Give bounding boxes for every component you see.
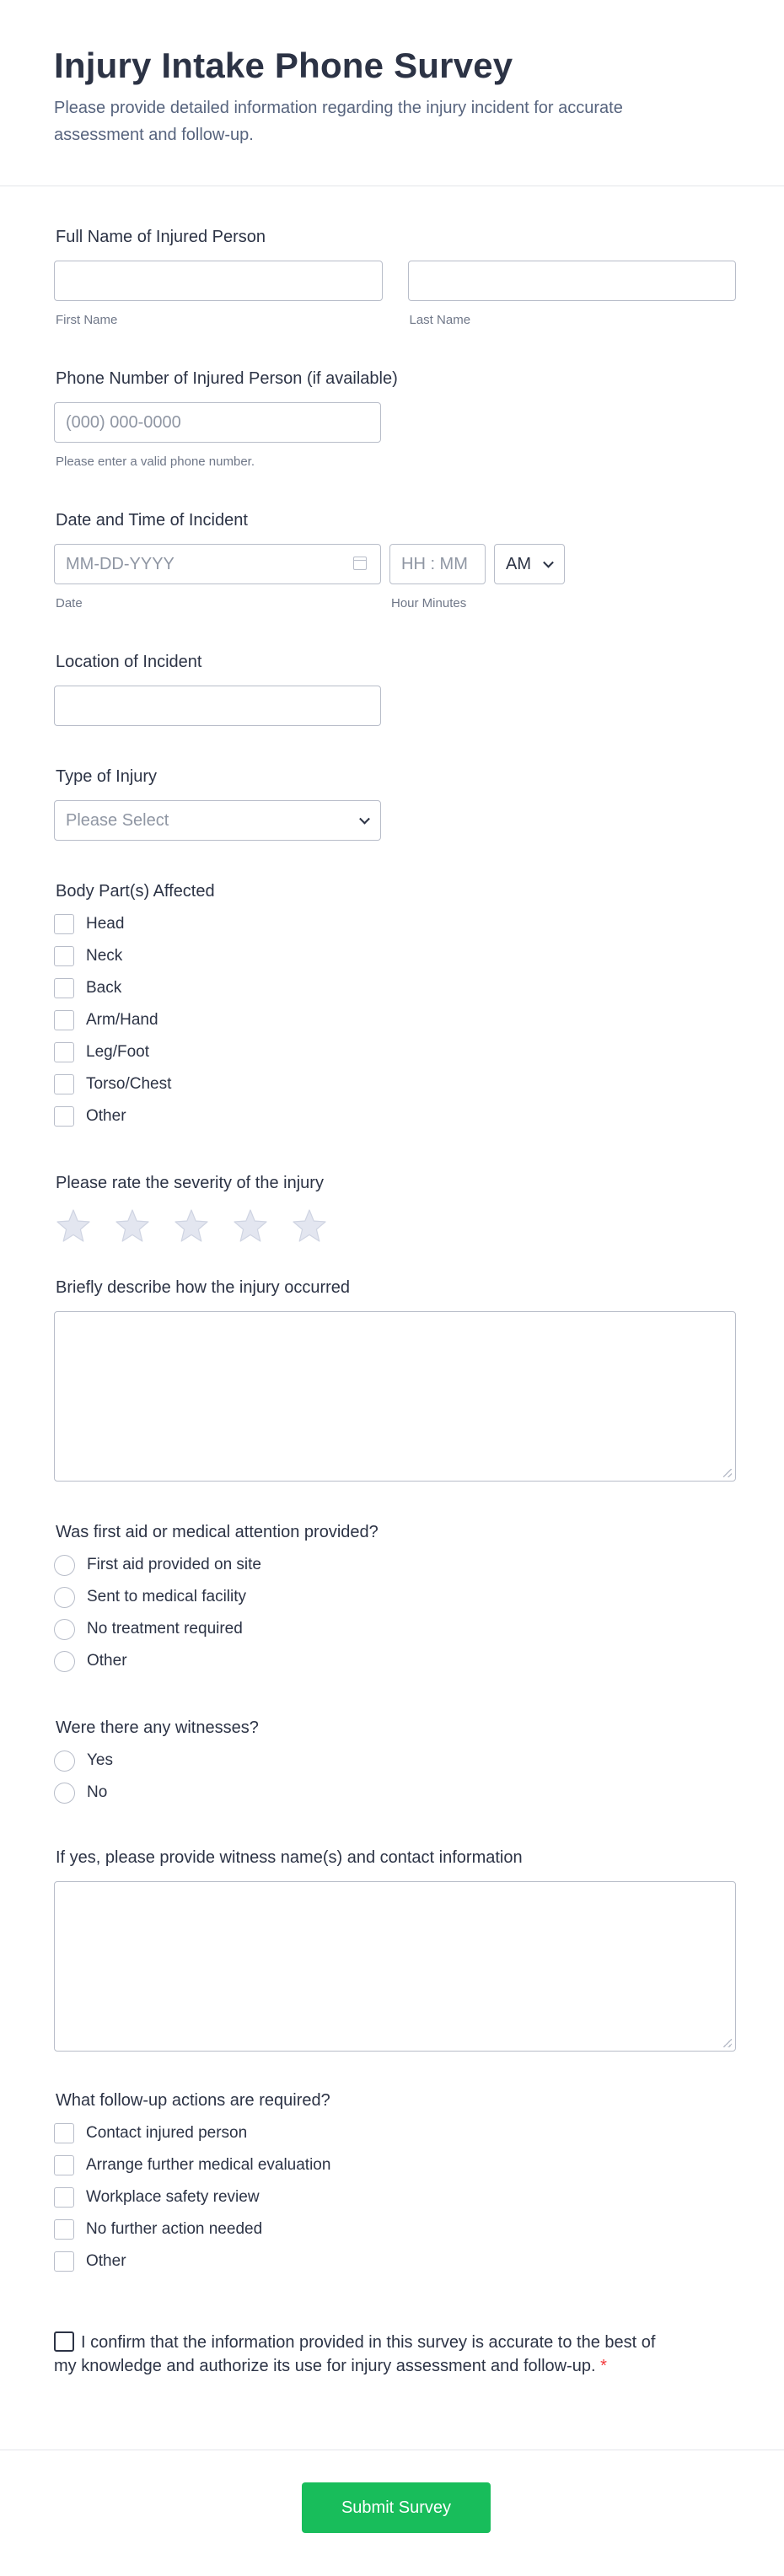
- body-part-option-label: Neck: [86, 947, 123, 965]
- follow-up-label: What follow-up actions are required?: [56, 2091, 330, 2110]
- witness-option-label: No: [87, 1783, 108, 1801]
- severity-field: [54, 1174, 736, 1244]
- checkbox[interactable]: [54, 1106, 74, 1127]
- description-field: [54, 1278, 736, 1482]
- datetime-label: Date and Time of Incident: [56, 511, 248, 530]
- first-aid-label: Was first aid or medical attention provided?: [56, 1523, 379, 1541]
- body-parts-field: [54, 882, 736, 1132]
- time-sublabel: Hour Minutes: [391, 596, 467, 610]
- star-icon[interactable]: [56, 1208, 91, 1244]
- first-name-sublabel: First Name: [56, 313, 118, 327]
- follow-up-option[interactable]: [54, 2117, 736, 2149]
- radio-button[interactable]: [54, 1587, 75, 1608]
- time-input[interactable]: [389, 544, 486, 584]
- witness-info-textarea[interactable]: [54, 1881, 736, 2052]
- radio-button[interactable]: [54, 1651, 75, 1672]
- confirm-field: [54, 2331, 736, 2378]
- radio-button[interactable]: [54, 1783, 75, 1804]
- follow-up-option[interactable]: [54, 2149, 736, 2181]
- first-name-input[interactable]: [54, 261, 383, 301]
- follow-up-option[interactable]: [54, 2181, 736, 2213]
- full-name-label: Full Name of Injured Person: [56, 228, 266, 246]
- body-part-option[interactable]: [54, 908, 736, 940]
- checkbox[interactable]: [54, 946, 74, 966]
- last-name-input[interactable]: [408, 261, 737, 301]
- datetime-field: [54, 511, 736, 610]
- star-rating: [56, 1208, 736, 1244]
- full-name-field: [54, 228, 736, 327]
- injury-type-label: Type of Injury: [56, 767, 158, 786]
- location-input[interactable]: [54, 686, 381, 726]
- follow-up-option[interactable]: [54, 2213, 736, 2245]
- date-input[interactable]: [54, 544, 381, 584]
- confirm-checkbox[interactable]: [54, 2331, 74, 2352]
- follow-up-option-label: Other: [86, 2252, 126, 2270]
- description-textarea[interactable]: [54, 1311, 736, 1482]
- follow-up-option-label: Contact injured person: [86, 2124, 248, 2142]
- body-part-option-label: Arm/Hand: [86, 1011, 158, 1029]
- first-aid-option[interactable]: [54, 1613, 736, 1645]
- form-footer: [0, 2450, 784, 2576]
- star-icon[interactable]: [115, 1208, 150, 1244]
- form-header: [0, 0, 784, 186]
- witnesses-label: Were there any witnesses?: [56, 1718, 259, 1737]
- checkbox[interactable]: [54, 2123, 74, 2143]
- chevron-down-icon: [543, 557, 554, 568]
- body-part-option-label: Torso/Chest: [86, 1075, 172, 1093]
- body-parts-label: Body Part(s) Affected: [56, 882, 215, 901]
- phone-input[interactable]: [54, 402, 381, 443]
- last-name-sublabel: Last Name: [409, 313, 471, 327]
- body-part-option-label: Back: [86, 979, 122, 997]
- body-part-option[interactable]: [54, 972, 736, 1004]
- required-mark: *: [600, 2357, 607, 2375]
- resize-handle-icon[interactable]: [723, 1469, 732, 1477]
- first-aid-option[interactable]: [54, 1581, 736, 1613]
- form-subtitle: Please provide detailed information regarding the injury incident for accurate assessment and follow-up.: [54, 99, 623, 144]
- radio-button[interactable]: [54, 1619, 75, 1640]
- time-placeholder: HH : MM: [401, 554, 468, 573]
- phone-placeholder: (000) 000-0000: [66, 412, 181, 432]
- witness-option-label: Yes: [87, 1751, 113, 1769]
- first-aid-option-label: First aid provided on site: [87, 1556, 261, 1573]
- checkbox[interactable]: [54, 1074, 74, 1094]
- confirm-text: I confirm that the information provided in this survey is accurate to the best of my knowledge and authorize its use for injury assessment and follow-up.: [54, 2333, 656, 2375]
- witness-info-field: [54, 1848, 736, 2052]
- follow-up-field: [54, 2091, 736, 2278]
- confirm-checkbox-row[interactable]: [54, 2331, 661, 2378]
- phone-field: [54, 369, 736, 469]
- checkbox[interactable]: [54, 914, 74, 934]
- radio-button[interactable]: [54, 1555, 75, 1576]
- first-aid-option-label: Other: [87, 1652, 127, 1670]
- body-part-option-label: Leg/Foot: [86, 1043, 149, 1061]
- body-part-option-label: Head: [86, 915, 125, 933]
- witnesses-options: [54, 1745, 736, 1809]
- checkbox[interactable]: [54, 2219, 74, 2240]
- first-aid-option[interactable]: [54, 1549, 736, 1581]
- star-icon[interactable]: [174, 1208, 209, 1244]
- checkbox[interactable]: [54, 1010, 74, 1030]
- phone-sublabel: Please enter a valid phone number.: [56, 454, 255, 469]
- first-aid-option-label: No treatment required: [87, 1620, 243, 1638]
- witness-option[interactable]: [54, 1745, 736, 1777]
- first-aid-option-label: Sent to medical facility: [87, 1588, 247, 1605]
- checkbox[interactable]: [54, 2155, 74, 2175]
- star-icon[interactable]: [292, 1208, 327, 1244]
- ampm-select[interactable]: [494, 544, 565, 584]
- witness-option[interactable]: [54, 1777, 736, 1809]
- ampm-value: AM: [506, 554, 531, 573]
- checkbox[interactable]: [54, 978, 74, 998]
- date-placeholder: MM-DD-YYYY: [66, 554, 175, 573]
- first-aid-options: [54, 1549, 736, 1677]
- form-title: Injury Intake Phone Survey: [54, 46, 513, 85]
- calendar-icon[interactable]: [353, 557, 367, 570]
- body-part-option-label: Other: [86, 1107, 126, 1125]
- chevron-down-icon: [359, 814, 370, 825]
- follow-up-option[interactable]: [54, 2245, 736, 2278]
- star-icon[interactable]: [233, 1208, 268, 1244]
- submit-survey-button[interactable]: Submit Survey: [302, 2482, 491, 2533]
- radio-button[interactable]: [54, 1750, 75, 1772]
- checkbox[interactable]: [54, 2251, 74, 2272]
- injury-type-placeholder: Please Select: [66, 810, 169, 830]
- date-sublabel: Date: [56, 596, 83, 610]
- severity-label: Please rate the severity of the injury: [56, 1174, 324, 1192]
- first-aid-field: [54, 1523, 736, 1677]
- checkbox[interactable]: [54, 2187, 74, 2208]
- body-part-option[interactable]: [54, 1004, 736, 1036]
- description-label: Briefly describe how the injury occurred: [56, 1278, 351, 1297]
- checkbox[interactable]: [54, 1042, 74, 1062]
- body-parts-options: [54, 908, 736, 1132]
- body-part-option[interactable]: [54, 940, 736, 972]
- injury-type-field: [54, 767, 736, 841]
- follow-up-option-label: Arrange further medical evaluation: [86, 2156, 331, 2174]
- phone-label: Phone Number of Injured Person (if available): [56, 369, 398, 388]
- witness-info-label: If yes, please provide witness name(s) and contact information: [56, 1848, 523, 1867]
- location-label: Location of Incident: [56, 653, 202, 671]
- body-part-option[interactable]: [54, 1100, 736, 1132]
- follow-up-option-label: No further action needed: [86, 2220, 263, 2238]
- location-field: [54, 653, 736, 726]
- resize-handle-icon[interactable]: [723, 2039, 732, 2047]
- body-part-option[interactable]: [54, 1036, 736, 1068]
- follow-up-option-label: Workplace safety review: [86, 2188, 260, 2206]
- first-aid-option[interactable]: [54, 1645, 736, 1677]
- follow-up-options: [54, 2117, 736, 2278]
- injury-type-select[interactable]: [54, 800, 381, 841]
- witnesses-field: [54, 1718, 736, 1809]
- body-part-option[interactable]: [54, 1068, 736, 1100]
